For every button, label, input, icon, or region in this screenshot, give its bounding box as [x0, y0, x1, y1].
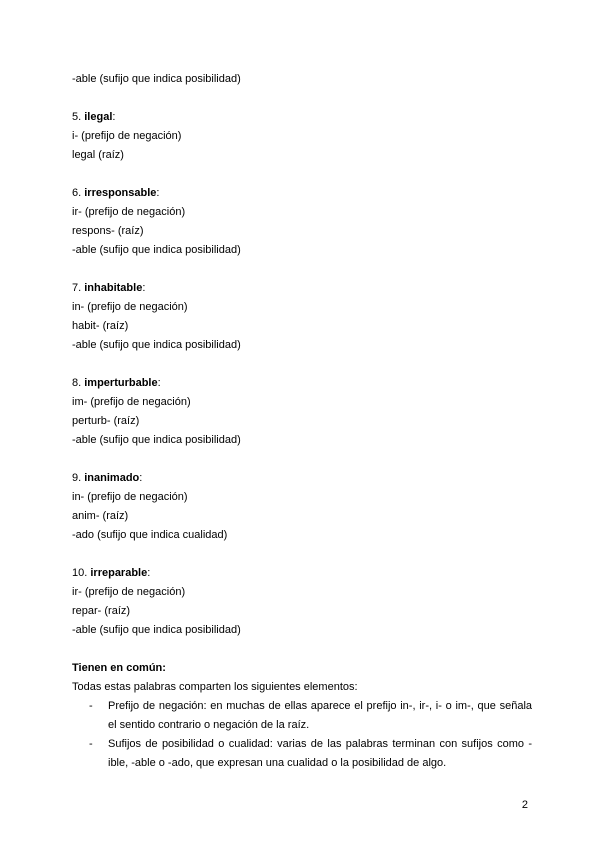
entry-part: -able (sufijo que indica posibilidad) — [72, 244, 241, 256]
entry-word: irreparable — [90, 567, 148, 579]
entry-part: -able (sufijo que indica posibilidad) — [72, 434, 241, 446]
summary-list — [72, 697, 532, 773]
entry-number: 6. — [72, 187, 82, 199]
entry-part: anim- (raíz) — [72, 510, 129, 522]
entry-number: 10. — [72, 567, 88, 579]
entry-word: imperturbable — [84, 377, 158, 389]
entry-9 — [72, 469, 532, 545]
entry-part: -able (sufijo que indica posibilidad) — [72, 624, 241, 636]
page-content — [72, 70, 532, 773]
entry-part: in- (prefijo de negación) — [72, 491, 188, 503]
bullet-text: Prefijo de negación: en muchas de ellas aparece el prefijo in-, ir-, i- o im-, que señala el sentido contrario o negación de la raíz. — [108, 700, 532, 731]
intro-line: -able (sufijo que indica posibilidad) — [72, 73, 241, 85]
entry-part: legal (raíz) — [72, 149, 124, 161]
summary-heading: Tienen en común: — [72, 662, 166, 674]
entry-word: inanimado — [84, 472, 140, 484]
entry-number: 7. — [72, 282, 82, 294]
entry-part: respons- (raíz) — [72, 225, 144, 237]
entry-part: repar- (raíz) — [72, 605, 131, 617]
entry-number: 9. — [72, 472, 82, 484]
entry-part: im- (prefijo de negación) — [72, 396, 191, 408]
bullet-text: Sufijos de posibilidad o cualidad: varias de las palabras terminan con sufijos como -ible, -able o -ado, que expresan una cualidad o la posibilidad de algo. — [108, 738, 532, 769]
summary-intro: Todas estas palabras comparten los siguientes elementos: — [72, 681, 358, 693]
page-number: 2 — [521, 799, 528, 811]
entry-part: ir- (prefijo de negación) — [72, 206, 186, 218]
entry-part: habit- (raíz) — [72, 320, 129, 332]
entry-part: in- (prefijo de negación) — [72, 301, 188, 313]
entry-title: 9. inanimado: — [72, 472, 143, 484]
entry-title: 8. imperturbable: — [72, 377, 161, 389]
entry-6 — [72, 184, 532, 260]
entry-part: -able (sufijo que indica posibilidad) — [72, 339, 241, 351]
list-item — [72, 697, 532, 735]
entry-part: -ado (sufijo que indica cualidad) — [72, 529, 228, 541]
summary-section — [72, 659, 532, 773]
entry-title: 7. inhabitable: — [72, 282, 146, 294]
entry-part: i- (prefijo de negación) — [72, 130, 182, 142]
entry-word: inhabitable — [84, 282, 143, 294]
list-item — [72, 735, 532, 773]
entry-title: 10. irreparable: — [72, 567, 151, 579]
bullet-dash: - — [89, 738, 93, 750]
entry-title: 6. irresponsable: — [72, 187, 160, 199]
entry-word: ilegal — [84, 111, 113, 123]
entry-10 — [72, 564, 532, 640]
entry-number: 8. — [72, 377, 82, 389]
bullet-dash: - — [89, 700, 93, 712]
entry-part: perturb- (raíz) — [72, 415, 140, 427]
entry-number: 5. — [72, 111, 82, 123]
entry-part: ir- (prefijo de negación) — [72, 586, 186, 598]
entry-5 — [72, 108, 532, 165]
entry-word: irresponsable — [84, 187, 157, 199]
entry-8 — [72, 374, 532, 450]
entry-7 — [72, 279, 532, 355]
entry-title: 5. ilegal: — [72, 111, 116, 123]
